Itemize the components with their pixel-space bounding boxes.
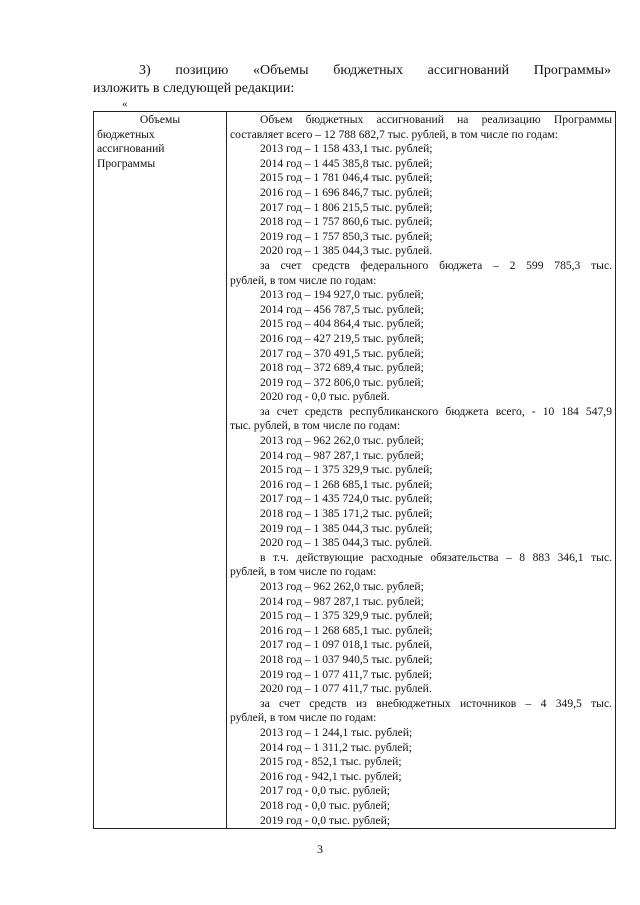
year-amount-line: 2013 год – 194 927,0 тыс. рублей; (260, 288, 424, 302)
year-amount-line: 2016 год – 1 696 846,7 тыс. рублей; (260, 185, 433, 199)
year-amount-line: 2015 год – 1 781 046,4 тыс. рублей; (260, 171, 433, 185)
year-amount-line: 2017 год – 1 806 215,5 тыс. рублей; (260, 200, 433, 214)
year-amount-line: 2015 год – 1 375 329,9 тыс. рублей; (260, 609, 433, 623)
extra-line-b: рублей, в том числе по годам: (230, 711, 377, 725)
extra-years-list (230, 726, 612, 828)
year-amount-line: 2018 год – 1 037 940,5 тыс. рублей; (260, 652, 433, 666)
year-amount-line: 2019 год – 1 757 850,3 тыс. рублей; (260, 229, 433, 243)
year-amount-line: 2020 год - 0,0 тыс. рублей. (260, 390, 390, 404)
year-amount-line: 2016 год – 1 268 685,1 тыс. рублей; (260, 477, 433, 491)
year-amount-line: 2014 год – 456 787,5 тыс. рублей; (260, 302, 424, 316)
extra-line-a: за счет средств из внебюджетных источников – 4 349,5 тыс. (260, 696, 612, 710)
year-amount-line: 2015 год - 852,1 тыс. рублей; (260, 755, 402, 769)
opening-quote: « (122, 98, 128, 110)
total-years-list (230, 142, 612, 259)
intro-line-2: изложить в следующей редакции: (93, 81, 295, 96)
year-amount-line: 2013 год – 1 244,1 тыс. рублей; (260, 725, 413, 739)
republic-years-list (230, 434, 612, 551)
year-amount-line: 2013 год – 962 262,0 тыс. рублей; (260, 434, 424, 448)
year-amount-line: 2013 год – 1 158 433,1 тыс. рублей; (260, 142, 433, 156)
year-amount-line: 2019 год – 1 077 411,7 тыс. рублей; (260, 667, 433, 681)
year-amount-line: 2016 год – 427 219,5 тыс. рублей; (260, 331, 424, 345)
year-amount-line: 2017 год - 0,0 тыс. рублей; (260, 784, 391, 798)
year-amount-line: 2015 год – 404 864,4 тыс. рублей; (260, 317, 424, 331)
year-amount-line: 2017 год – 1 435 724,0 тыс. рублей; (260, 492, 433, 506)
federal-years-list (230, 288, 612, 405)
year-amount-line: 2014 год – 987 287,1 тыс. рублей; (260, 594, 424, 608)
year-amount-line: 2020 год – 1 077 411,7 тыс. рублей. (260, 682, 432, 696)
year-amount-line: 2013 год – 962 262,0 тыс. рублей; (260, 580, 424, 593)
total-line-a: Объем бюджетных ассигнований на реализацию Программы (260, 113, 612, 126)
position-name-line: ассигнований (97, 142, 165, 156)
year-amount-line: 2017 год – 1 097 018,1 тыс. рублей, (260, 638, 433, 652)
position-value-cell (227, 112, 616, 829)
federal-line-a: за счет средств федерального бюджета – 2 599 785,3 тыс. (260, 258, 612, 272)
position-name-line: Программы (97, 156, 156, 170)
year-amount-line: 2019 год – 372 806,0 тыс. рублей; (260, 375, 424, 389)
year-amount-line: 2018 год - 0,0 тыс. рублей; (260, 798, 391, 812)
page-number: 3 (317, 842, 323, 856)
year-amount-line: 2018 год – 1 757 860,6 тыс. рублей; (260, 215, 433, 229)
budget-row (94, 112, 616, 829)
federal-line-b: рублей, в том числе по годам: (230, 273, 377, 287)
republic-line-a: за счет средств республиканского бюджета всего, - 10 184 547,9 (260, 404, 612, 418)
year-amount-line: 2019 год – 1 385 044,3 тыс. рублей; (260, 521, 433, 535)
year-amount-line: 2014 год – 1 311,2 тыс. рублей; (260, 740, 412, 754)
year-amount-line: 2018 год – 1 385 171,2 тыс. рублей; (260, 507, 433, 521)
position-name-line: Объемы (139, 113, 181, 126)
obligations-years-list (230, 580, 612, 697)
year-amount-line: 2019 год - 0,0 тыс. рублей; (260, 813, 391, 827)
obligations-line-a: в т.ч. действующие расходные обязательства – 8 883 346,1 тыс. (260, 550, 612, 564)
obligations-line-b: рублей, в том числе по годам: (230, 565, 377, 579)
year-amount-line: 2017 год – 370 491,5 тыс. рублей; (260, 346, 424, 360)
intro-line-1 (93, 62, 611, 79)
position-name-line: бюджетных (97, 127, 155, 141)
position-name-cell (94, 112, 227, 829)
year-amount-line: 2018 год – 372 689,4 тыс. рублей; (260, 361, 424, 375)
year-amount-line: 2014 год – 987 287,1 тыс. рублей; (260, 448, 424, 462)
republic-line-b: тыс. рублей, в том числе по годам: (230, 419, 401, 433)
total-line-b: составляет всего – 12 788 682,7 тыс. рублей, в том числе по годам: (230, 127, 558, 141)
year-amount-line: 2016 год - 942,1 тыс. рублей; (260, 769, 402, 783)
year-amount-line: 2015 год – 1 375 329,9 тыс. рублей; (260, 463, 433, 477)
year-amount-line: 2014 год – 1 445 385,8 тыс. рублей; (260, 156, 433, 170)
intro-text-1: 3) позицию «Объемы бюджетных ассигнований Программы» (139, 63, 611, 78)
year-amount-line: 2016 год – 1 268 685,1 тыс. рублей; (260, 623, 433, 637)
year-amount-line: 2020 год – 1 385 044,3 тыс. рублей. (260, 536, 433, 550)
year-amount-line: 2020 год – 1 385 044,3 тыс. рублей. (260, 244, 433, 258)
budget-table (93, 111, 616, 829)
